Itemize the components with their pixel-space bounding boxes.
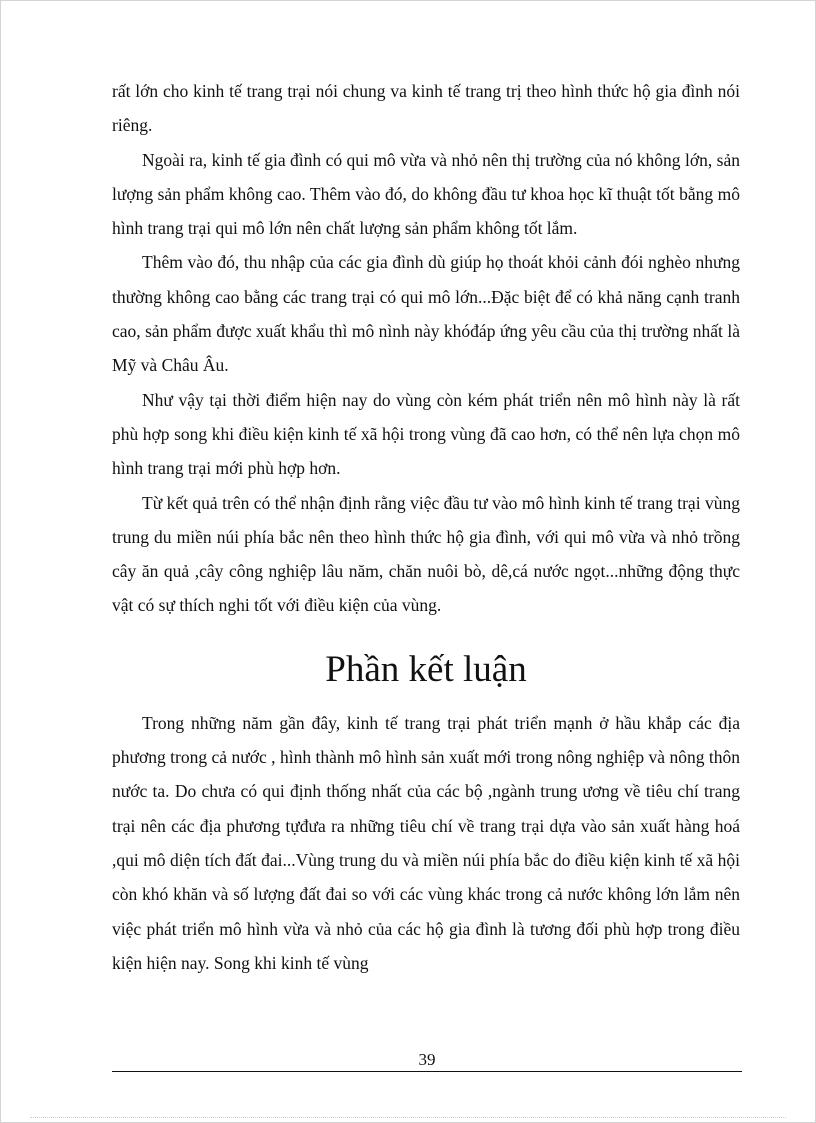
paragraph: Ngoài ra, kinh tế gia đình có qui mô vừa và nhỏ nên thị trường của nó không lớn, sản lượng sản phẩm không cao. Thêm vào đó, do không đầu tư khoa học kĩ thuật tốt bằng mô hình trang trại qui mô lớn nên chất lượng sản phẩm không tốt lắm. <box>112 149 740 239</box>
paragraph-continued: rất lớn cho kinh tế trang trại nói chung va kinh tế trang trị theo hình thức hộ gia đình nói riêng. <box>112 81 740 136</box>
document-body <box>112 74 740 980</box>
page-number: 39 <box>418 1050 436 1069</box>
paragraph: Trong những năm gần đây, kinh tế trang trại phát triển mạnh ở hầu khắp các địa phương trong cả nước , hình thành mô hình sản xuất mới trong nông nghiệp và nông thôn nước ta. Do chưa có qui định thống nhất của các bộ ,ngành trung ương về tiêu chí trang trại nên các địa phương tựđưa ra những tiêu chí về trang trại dựa vào sản xuất hàng hoá ,qui mô diện tích đất đai...Vùng trung du và miền núi phía bắc do điều kiện kinh tế xã hội còn khó khăn và số lượng đất đai so với các vùng khác trong cả nước không lớn lắm nên việc phát triển mô hình vừa và nhỏ của các hộ gia đình là tương đối phù hợp trong điều kiện hiện nay. Song khi kinh tế vùng <box>112 712 740 973</box>
paragraph: Như vậy tại thời điểm hiện nay do vùng còn kém phát triển nên mô hình này là rất phù hợp song khi điều kiện kinh tế xã hội trong vùng đã cao hơn, có thể nên lựa chọn mô hình trang trại mới phù hợp hơn. <box>112 389 740 479</box>
paragraph: Thêm vào đó, thu nhập của các gia đình dù giúp họ thoát khỏi cảnh đói nghèo nhưng thường không cao bằng các trang trại có qui mô lớn...Đặc biệt để có khả năng cạnh tranh cao, sản phẩm được xuất khẩu thì mô nình này khóđáp ứng yêu cầu của thị trường nhất là Mỹ và Châu Âu. <box>112 252 740 376</box>
page-bottom-edge <box>30 1117 786 1118</box>
footer-rule <box>112 1071 742 1072</box>
paragraph: Từ kết quả trên có thể nhận định rằng việc đầu tư vào mô hình kinh tế trang trại vùng trung du miền núi phía bắc nên theo hình thức hộ gia đình, với qui mô vừa và nhỏ trồng cây ăn quả ,cây công nghiệp lâu năm, chăn nuôi bò, dê,cá nước ngọt...những động thực vật có sự thích nghi tốt với điều kiện của vùng. <box>112 492 740 616</box>
section-heading: Phần kết luận <box>325 648 527 690</box>
